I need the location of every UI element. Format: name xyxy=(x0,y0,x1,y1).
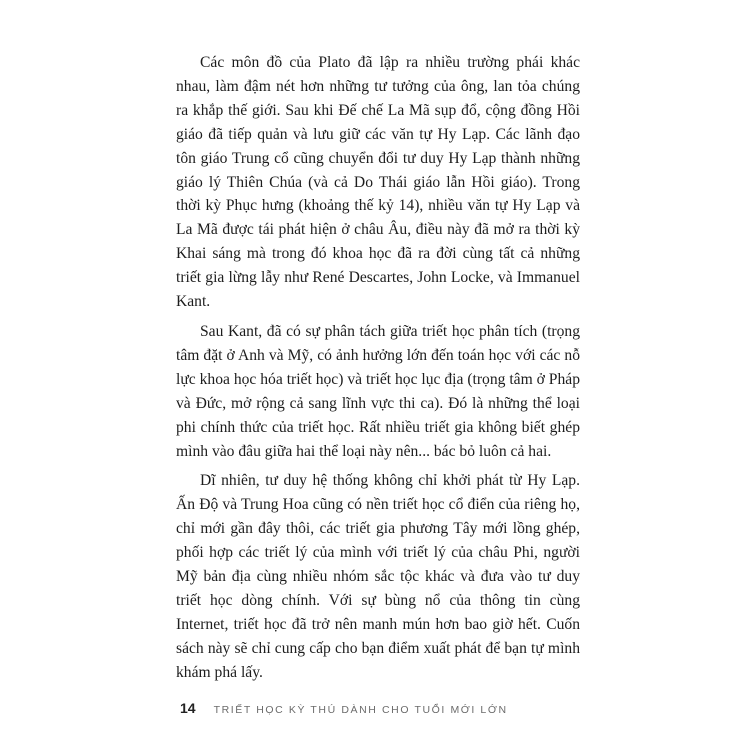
paragraph-2: Sau Kant, đã có sự phân tách giữa triết học phân tích (trọng tâm đặt ở Anh và Mỹ, có ảnh hưởng lớn đến toán học với các nỗ lực khoa học hóa triết học) và triết học lục địa (trọng tâm ở Pháp và Đức, mở rộng cả sang lĩnh vực thi ca). Đó là những thể loại phi chính thức của triết học. Rất nhiều triết gia không biết ghép mình vào đâu giữa hai thể loại này nên... bác bỏ luôn cả hai. xyxy=(176,322,580,460)
body-text xyxy=(176,51,580,691)
running-title: TRIẾT HỌC KỲ THÚ DÀNH CHO TUỔI MỚI LỚN xyxy=(213,704,508,716)
page-number: 14 xyxy=(180,700,196,716)
paragraph-1: Các môn đồ của Plato đã lập ra nhiều trường phái khác nhau, làm đậm nét hơn những tư tưởng của ông, lan tỏa chúng ra khắp thế giới. Sau khi Đế chế La Mã sụp đổ, cộng đồng Hồi giáo đã tiếp quản và lưu giữ các văn tự Hy Lạp. Các lãnh đạo tôn giáo Trung cổ cũng chuyển đổi tư duy Hy Lạp thành những giáo lý Thiên Chúa (và cả Do Thái giáo lẫn Hồi giáo). Trong thời kỳ Phục hưng (khoảng thế kỷ 14), nhiều văn tự Hy Lạp và La Mã được tái phát hiện ở châu Âu, điều này đã mở ra thời kỳ Khai sáng mà trong đó khoa học đã ra đời cùng tất cả những triết gia lừng lẫy như René Descartes, John Locke, và Immanuel Kant. xyxy=(176,54,580,311)
page-footer xyxy=(180,700,508,720)
paragraph-3: Dĩ nhiên, tư duy hệ thống không chỉ khởi phát từ Hy Lạp. Ấn Độ và Trung Hoa cũng có nền triết học cổ điển của riêng họ, chỉ mới gần đây thôi, các triết gia phương Tây mới lồng ghép, phối hợp các triết lý của mình với triết lý của châu Phi, người Mỹ bản địa cùng nhiều nhóm sắc tộc khác và đưa vào tư duy triết học dòng chính. Với sự bùng nổ của thông tin cùng Internet, triết học đã trở nên manh mún hơn bao giờ hết. Cuốn sách này sẽ chỉ cung cấp cho bạn điểm xuất phát để bạn tự mình khám phá lấy. xyxy=(176,472,580,681)
